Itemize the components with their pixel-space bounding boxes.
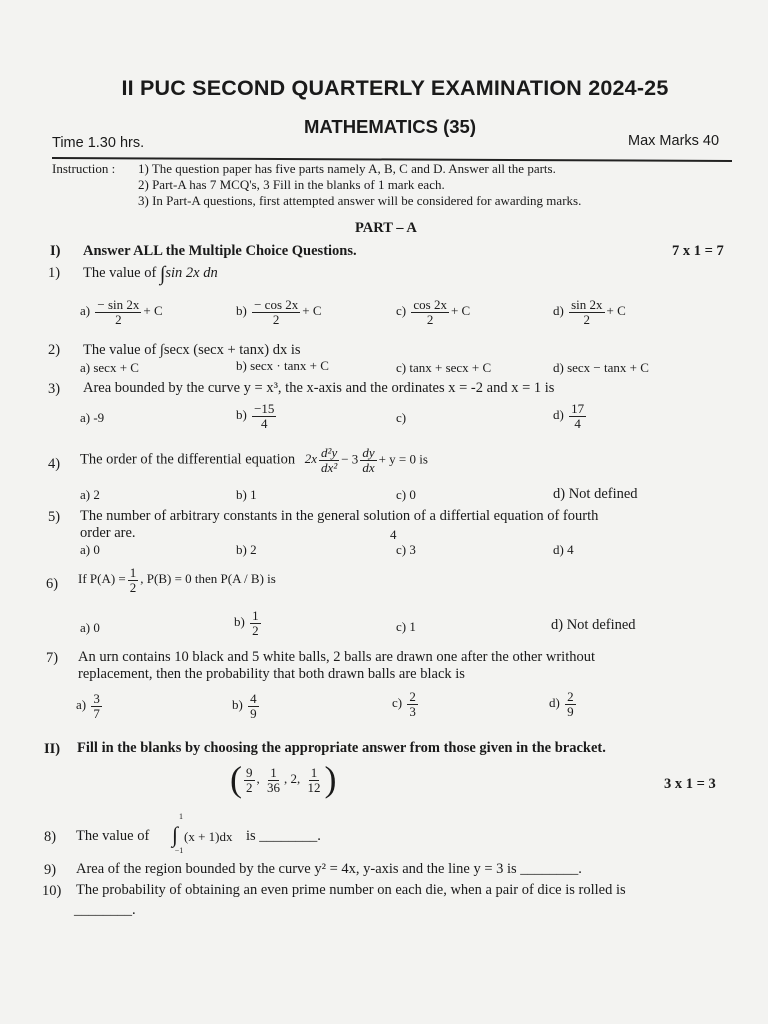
part-heading: PART – A (355, 220, 417, 236)
subject-title: MATHEMATICS (35) (304, 116, 476, 137)
question-text: The value of ∫secx (secx + tanx) dx is (83, 342, 301, 358)
max-marks-label: Max Marks 40 (628, 133, 720, 149)
section-marks: 3 x 1 = 3 (664, 776, 716, 792)
option-b: b) $\frac{- \cos 2x}{2}$ + C (236, 297, 322, 327)
option-d: d) $\frac{2}{9}$ (549, 689, 574, 719)
question-number: 4) (48, 456, 61, 472)
instruction-item: 1) The question paper has five parts namely A, B, C and D. Answer all the parts. (138, 161, 556, 176)
question-text: Area bounded by the curve y = x³, the x-axis and the ordinates x = -2 and x = 1 is (83, 380, 555, 396)
question-number: 5) (48, 509, 61, 525)
option-a: a) 2 (80, 487, 100, 502)
answer-blank: is ________. (246, 828, 321, 844)
time-label: Time 1.30 hrs. (52, 135, 145, 151)
integral-sign: ∫ (172, 822, 179, 847)
instruction-item: 3) In Part-A questions, first attempted answer will be considered for awarding marks. (138, 193, 582, 208)
option-d: d) $\frac{17}{4}$ (553, 401, 585, 431)
stray-mark: 4 (390, 527, 397, 542)
question-number: 9) (44, 862, 57, 878)
section-title: Answer ALL the Multiple Choice Questions. (83, 243, 357, 259)
integrand: (x + 1)dx (184, 829, 233, 844)
question-text: The order of the differential equation 2x $\frac{\text{d²y}}{\text{dx²}}$ − 3 $\frac{dy}{dx}$ + y = 0 is (80, 445, 428, 475)
section-number: I) (50, 243, 61, 259)
option-a: a) 0 (80, 542, 100, 557)
question-text: replacement, then the probability that both drawn balls are black is (78, 666, 465, 682)
question-number: 8) (44, 829, 57, 845)
question-text: The value of (76, 828, 150, 844)
section-marks: 7 x 1 = 7 (672, 243, 724, 259)
option-c: c) tanx + secx + C (396, 360, 492, 375)
option-d: d) secx − tanx + C (553, 360, 649, 375)
option-b: b) secx · tanx + C (236, 358, 329, 373)
option-c: c) 3 (396, 542, 416, 557)
option-b: b) $\frac{1}{2}$ (234, 608, 259, 638)
option-b: b) 1 (236, 487, 257, 502)
option-a: a) -9 (80, 410, 105, 425)
option-a: a) $\frac{- \sin 2x}{2}$ + C (80, 297, 163, 327)
exam-title: II PUC SECOND QUARTERLY EXAMINATION 2024-25 (121, 76, 669, 100)
question-number: 10) (42, 883, 62, 899)
question-number: 3) (48, 381, 61, 397)
option-b: b) 2 (236, 542, 257, 557)
option-a: a) secx + C (80, 360, 139, 375)
option-d: d) Not defined (551, 617, 636, 633)
question-number: 6) (46, 576, 59, 592)
question-text: order are. (80, 525, 136, 541)
option-d: d) $\frac{\sin 2x}{2}$ + C (553, 297, 626, 327)
question-text: The probability of obtaining an even prime number on each die, when a pair of dice is rolled is (76, 882, 626, 898)
instruction-label: Instruction : (52, 161, 116, 176)
option-c: c) $\frac{2}{3}$ (392, 689, 416, 719)
option-d: d) Not defined (553, 486, 638, 502)
integral-upper-limit: 1 (179, 812, 183, 821)
choice-bracket: ( $\frac{9}{2}$ , $\frac{1}{36}$ , 2, $\frac{1}{12}$ ) (230, 759, 337, 799)
section-number: II) (44, 741, 61, 757)
section-title: Fill in the blanks by choosing the appropriate answer from those given in the bracket. (77, 740, 606, 756)
option-c: c) 1 (396, 619, 416, 634)
question-text: An urn contains 10 black and 5 white balls, 2 balls are drawn one after the other writhout (78, 649, 596, 665)
answer-blank: ________. (74, 902, 136, 918)
question-text: The number of arbitrary constants in the general solution of a differtial equation of fourth (80, 508, 599, 524)
question-text: Area of the region bounded by the curve y² = 4x, y-axis and the line y = 3 is ________. (76, 861, 582, 877)
question-number: 1) (48, 265, 61, 281)
option-b: b) $\frac{4}{9}$ (232, 691, 257, 721)
instruction-item: 2) Part-A has 7 MCQ's, 3 Fill in the blanks of 1 mark each. (138, 177, 445, 192)
question-text: If P(A) = $\frac{1}{2}$ , P(B) = 0 then P(A / B) is (78, 565, 276, 595)
question-text: The value of ∫sin 2x dn (83, 263, 218, 285)
option-b: b) $\frac{-15}{4}$ (236, 401, 275, 431)
option-c: c) (396, 410, 407, 425)
integral-lower-limit: −1 (174, 846, 184, 855)
option-c: c) 0 (396, 487, 416, 502)
option-c: c) $\frac{\cos 2x}{2}$ + C (396, 297, 471, 327)
question-number: 2) (48, 342, 61, 358)
option-d: d) 4 (553, 542, 574, 557)
option-a: a) 0 (80, 620, 100, 635)
question-number: 7) (46, 650, 59, 666)
option-a: a) $\frac{3}{7}$ (76, 691, 100, 721)
